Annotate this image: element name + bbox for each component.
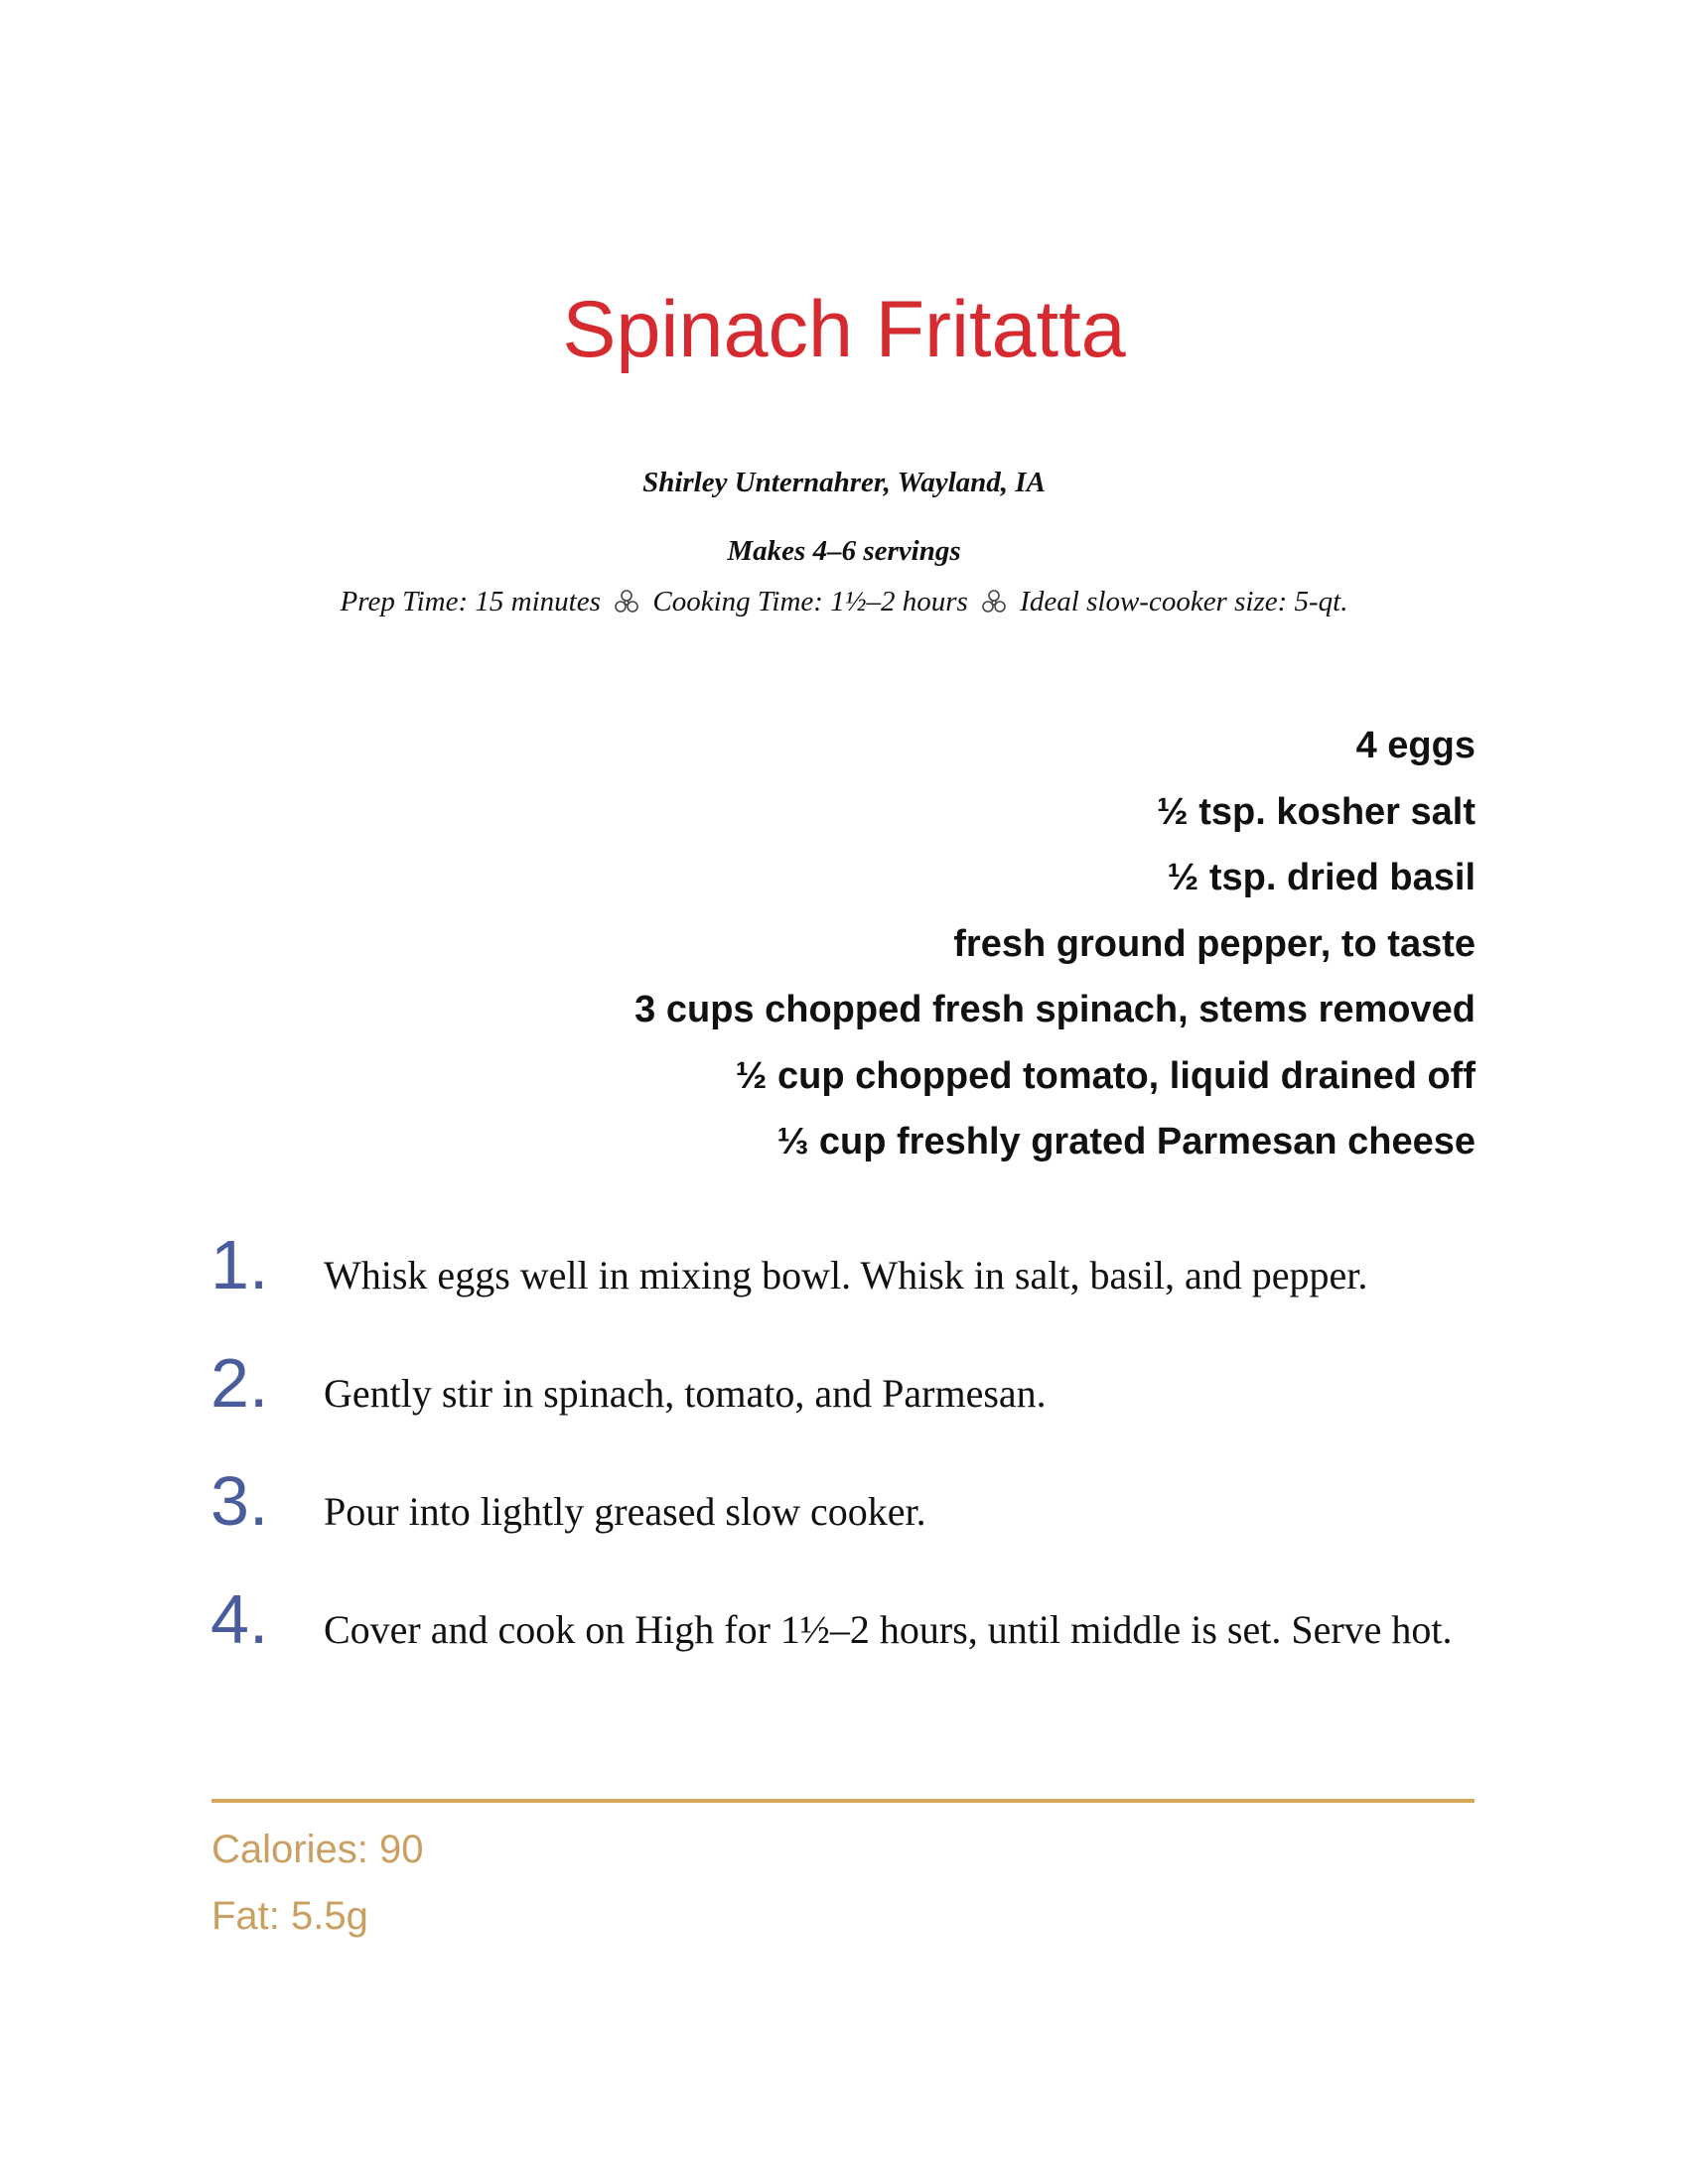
ingredient-list bbox=[634, 717, 1476, 1179]
step-number: 3. bbox=[211, 1462, 269, 1540]
step-text: Whisk eggs well in mixing bowl. Whisk in salt, basil, and pepper. bbox=[324, 1253, 1368, 1297]
recipe-times bbox=[0, 584, 1688, 619]
ingredient-item: ⅓ cup freshly grated Parmesan cheese bbox=[776, 1121, 1476, 1162]
step-number: 4. bbox=[211, 1580, 269, 1658]
nutrition-fat: Fat: 5.5g bbox=[211, 1894, 368, 1938]
nutrition-info bbox=[211, 1817, 423, 1950]
ingredient-item: 4 eggs bbox=[1355, 725, 1476, 766]
instruction-step bbox=[211, 1462, 1501, 1544]
nutrition-divider bbox=[211, 1799, 1475, 1803]
ingredient-item: 3 cups chopped fresh spinach, stems removed bbox=[634, 989, 1476, 1030]
trefoil-icon bbox=[612, 587, 641, 616]
instruction-list bbox=[211, 1226, 1501, 1706]
prep-time: Prep Time: 15 minutes bbox=[340, 586, 601, 617]
step-text: Cover and cook on High for 1½–2 hours, until middle is set. Serve hot. bbox=[324, 1607, 1453, 1652]
ingredient-item: ½ tsp. dried basil bbox=[1167, 857, 1476, 898]
nutrition-calories: Calories: 90 bbox=[211, 1828, 424, 1871]
instruction-step bbox=[211, 1580, 1501, 1662]
instruction-step bbox=[211, 1344, 1501, 1426]
ingredient-item: fresh ground pepper, to taste bbox=[953, 922, 1476, 965]
recipe-author: Shirley Unternahrer, Wayland, IA bbox=[642, 467, 1046, 498]
trefoil-icon bbox=[979, 587, 1009, 616]
ingredient-item: ½ tsp. kosher salt bbox=[1156, 790, 1476, 833]
step-number: 1. bbox=[211, 1226, 269, 1303]
instruction-step bbox=[211, 1226, 1501, 1307]
step-text: Gently stir in spinach, tomato, and Parmesan. bbox=[324, 1371, 1047, 1416]
cooker-size: Ideal slow-cooker size: 5-qt. bbox=[1020, 586, 1348, 617]
recipe-servings: Makes 4–6 servings bbox=[727, 535, 961, 567]
step-number: 2. bbox=[211, 1344, 269, 1422]
step-text: Pour into lightly greased slow cooker. bbox=[324, 1489, 926, 1534]
ingredient-item: ½ cup chopped tomato, liquid drained off bbox=[735, 1054, 1476, 1097]
cook-time: Cooking Time: 1½–2 hours bbox=[652, 586, 968, 617]
recipe-title: Spinach Fritatta bbox=[562, 285, 1126, 374]
